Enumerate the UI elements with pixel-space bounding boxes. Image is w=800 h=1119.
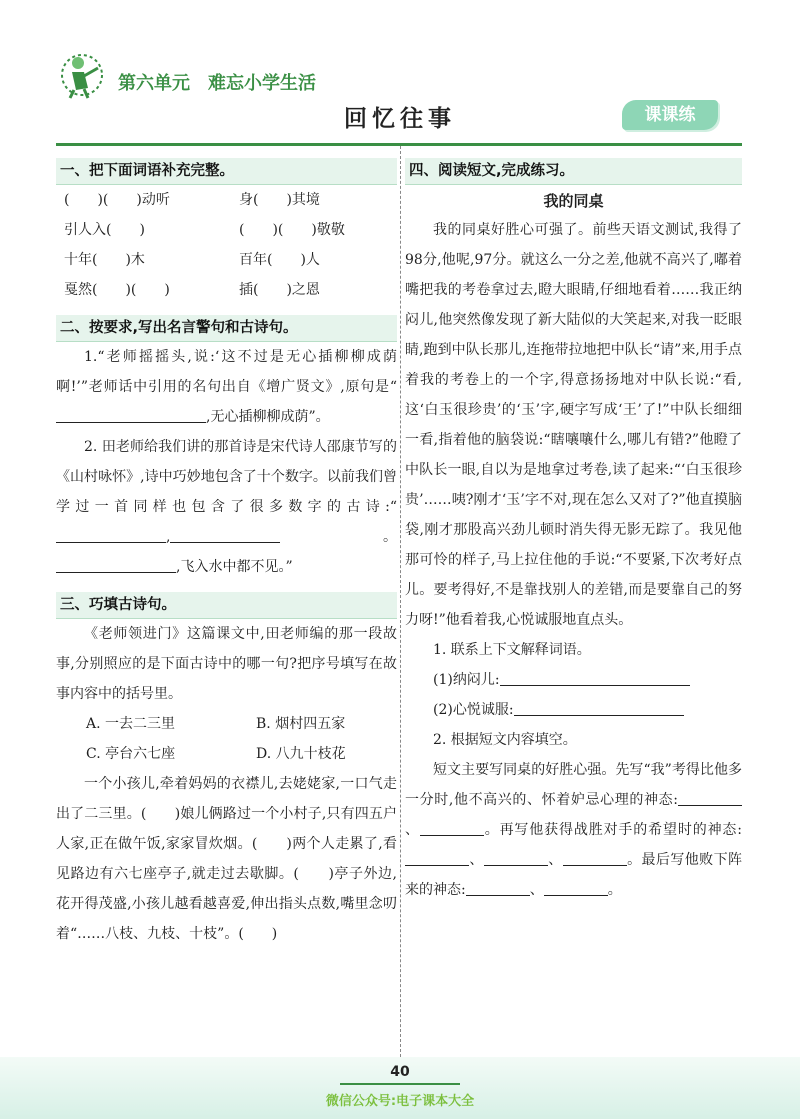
answer-blank[interactable] <box>405 847 469 866</box>
section2-heading: 二、按要求,写出名言警句和古诗句。 <box>56 315 397 342</box>
unit-logo-icon <box>54 48 110 102</box>
q2-text-a: 2. 田老师给我们讲的那首诗是宋代诗人邵康节写的《山村咏怀》,诗中巧妙地包含了十个数字。以前我们曾学过一首同样也包含了很多数字的古诗:“ <box>56 439 397 515</box>
word-item[interactable]: 身( )其境 <box>239 192 320 208</box>
right-column <box>405 146 742 1057</box>
q2-text-g: 、 <box>529 882 544 898</box>
q2-text-b: , <box>166 529 171 545</box>
q1-text-b: ,无心插柳柳成荫”。 <box>206 409 330 425</box>
watermark: 微信公众号:电子课本大全 <box>325 1094 475 1109</box>
answer-blank[interactable] <box>420 817 484 836</box>
word-item[interactable]: ( )( )动听 <box>64 192 170 208</box>
section4-heading: 四、阅读短文,完成练习。 <box>405 158 742 185</box>
section3-options <box>56 709 397 769</box>
reading-question2-text <box>405 755 742 905</box>
unit-number: 第六单元 <box>118 73 190 94</box>
answer-blank[interactable] <box>56 524 166 543</box>
section1-heading: 一、把下面词语补充完整。 <box>56 158 397 185</box>
word-item[interactable]: 插( )之恩 <box>239 282 320 298</box>
q2-text-d: ,飞入水中都不见。” <box>176 559 293 575</box>
q2-text-b: 、 <box>405 822 420 838</box>
answer-blank[interactable] <box>56 404 206 423</box>
answer-blank[interactable] <box>563 847 627 866</box>
option-item: C. 亭台六七座 <box>86 746 176 762</box>
reading-question2: 2. 根据短文内容填空。 <box>433 732 577 748</box>
answer-blank[interactable] <box>500 667 690 686</box>
q2-text-e: 、 <box>547 852 563 868</box>
section2-question1 <box>56 342 397 432</box>
q2-text-f: 。最后写他败下阵来的神态: <box>405 852 743 898</box>
q2-text-c: 。 <box>280 529 397 545</box>
reading-question1b <box>405 695 742 725</box>
section3-heading: 三、巧填古诗句。 <box>56 592 397 619</box>
story-paragraph: 我的同桌好胜心可强了。前些天语文测试,我得了98分,他呢,97分。就这么一分之差,他就不高兴了,嘟着嘴把我的考卷拿过去,瞪大眼睛,仔细地看着……我正纳闷儿,他突然像发现了新大陆似的大笑起来,对我一眨眼睛,跑到中队长那儿,连拖带拉地把中队长“请”来,用手点着我的考卷上的一个字,得意扬扬地对中队长说:“看,这‘白玉很珍贵’的‘玉’字,硬字写成‘王’了!”中队长细细一看,指着他的脑袋说:“瞎嚷嚷什么,哪儿有错?”他瞪了中队长一眼,自以为是地拿过考卷,读了起来:“‘白玉很珍贵’……咦?刚才‘玉’字不对,现在怎么又对了?”他直摸脑袋,刚才那股高兴劲儿顿时消失得无影无踪了。我见他那可怜的样子,马上拉住他的手说:“不要紧,下次考好点儿。要考得好,不是靠找别人的差错,而是要靠自己的努力呀!”他看着我,心悦诚服地直点头。 <box>405 222 742 628</box>
answer-blank[interactable] <box>514 697 684 716</box>
q2-text-h: 。 <box>607 882 622 898</box>
section1-word-grid <box>56 185 397 305</box>
unit-title: 难忘小学生活 <box>208 73 316 94</box>
page-number-rule <box>340 1083 460 1085</box>
answer-blank[interactable] <box>466 877 530 896</box>
answer-blank[interactable] <box>544 877 608 896</box>
answer-blank[interactable] <box>170 524 280 543</box>
q2-text-d: 、 <box>469 852 484 868</box>
answer-blank[interactable] <box>678 787 742 806</box>
word-item[interactable]: 百年( )人 <box>239 252 320 268</box>
section3-story[interactable]: 一个小孩儿,牵着妈妈的衣襟儿,去姥姥家,一口气走出了二三里。( )娘儿俩路过一个小村子,只有四五户人家,正在做午饭,家家冒炊烟。( )两个人走累了,看见路边有六七座亭子,就走过去歇脚。( )亭子外边,花开得茂盛,小孩儿越看越喜爱,伸出指头点数,嘴里念叨着“……八枝、九枝、十枝”。( ) <box>56 776 397 942</box>
section3-intro: 《老师领进门》这篇课文中,田老师编的那一段故事,分别照应的是下面古诗中的哪一句?把序号填写在故事内容中的括号里。 <box>56 626 397 702</box>
q2-text-c: 。再写他获得战胜对手的希望时的神态: <box>483 822 742 838</box>
q2-text-a: 短文主要写同桌的好胜心强。先写“我”考得比他多一分时,他不高兴的、怀着妒忌心理的神态: <box>405 762 742 808</box>
word-item[interactable]: 引人入( ) <box>64 222 145 238</box>
reading-question1: 1. 联系上下文解释词语。 <box>433 642 591 658</box>
page-number: 40 <box>390 1064 410 1080</box>
q1-text-a: 1.“老师摇摇头,说:‘这不过是无心插柳柳成荫啊!’”老师话中引用的名句出自《增广贤文》,原句是“ <box>56 349 397 395</box>
option-item: A. 一去二三里 <box>86 716 176 732</box>
answer-blank[interactable] <box>484 847 548 866</box>
answer-blank[interactable] <box>56 554 176 573</box>
lesson-badge: 课课练 <box>622 100 718 130</box>
q1a-label: (1)纳闷儿: <box>433 672 500 688</box>
option-item: D. 八九十枝花 <box>256 746 346 762</box>
word-item[interactable]: 戛然( )( ) <box>64 282 170 298</box>
word-item[interactable]: ( )( )敬敬 <box>239 222 345 238</box>
unit-label <box>118 69 334 95</box>
page-title: 回忆往事 <box>344 106 456 132</box>
option-item: B. 烟村四五家 <box>256 716 346 732</box>
word-item[interactable]: 十年( )木 <box>64 252 145 268</box>
section2-question2 <box>56 432 397 582</box>
reading-question1a <box>405 665 742 695</box>
left-column <box>56 146 397 1057</box>
q1b-label: (2)心悦诚服: <box>433 702 514 718</box>
story-title: 我的同桌 <box>543 192 604 210</box>
